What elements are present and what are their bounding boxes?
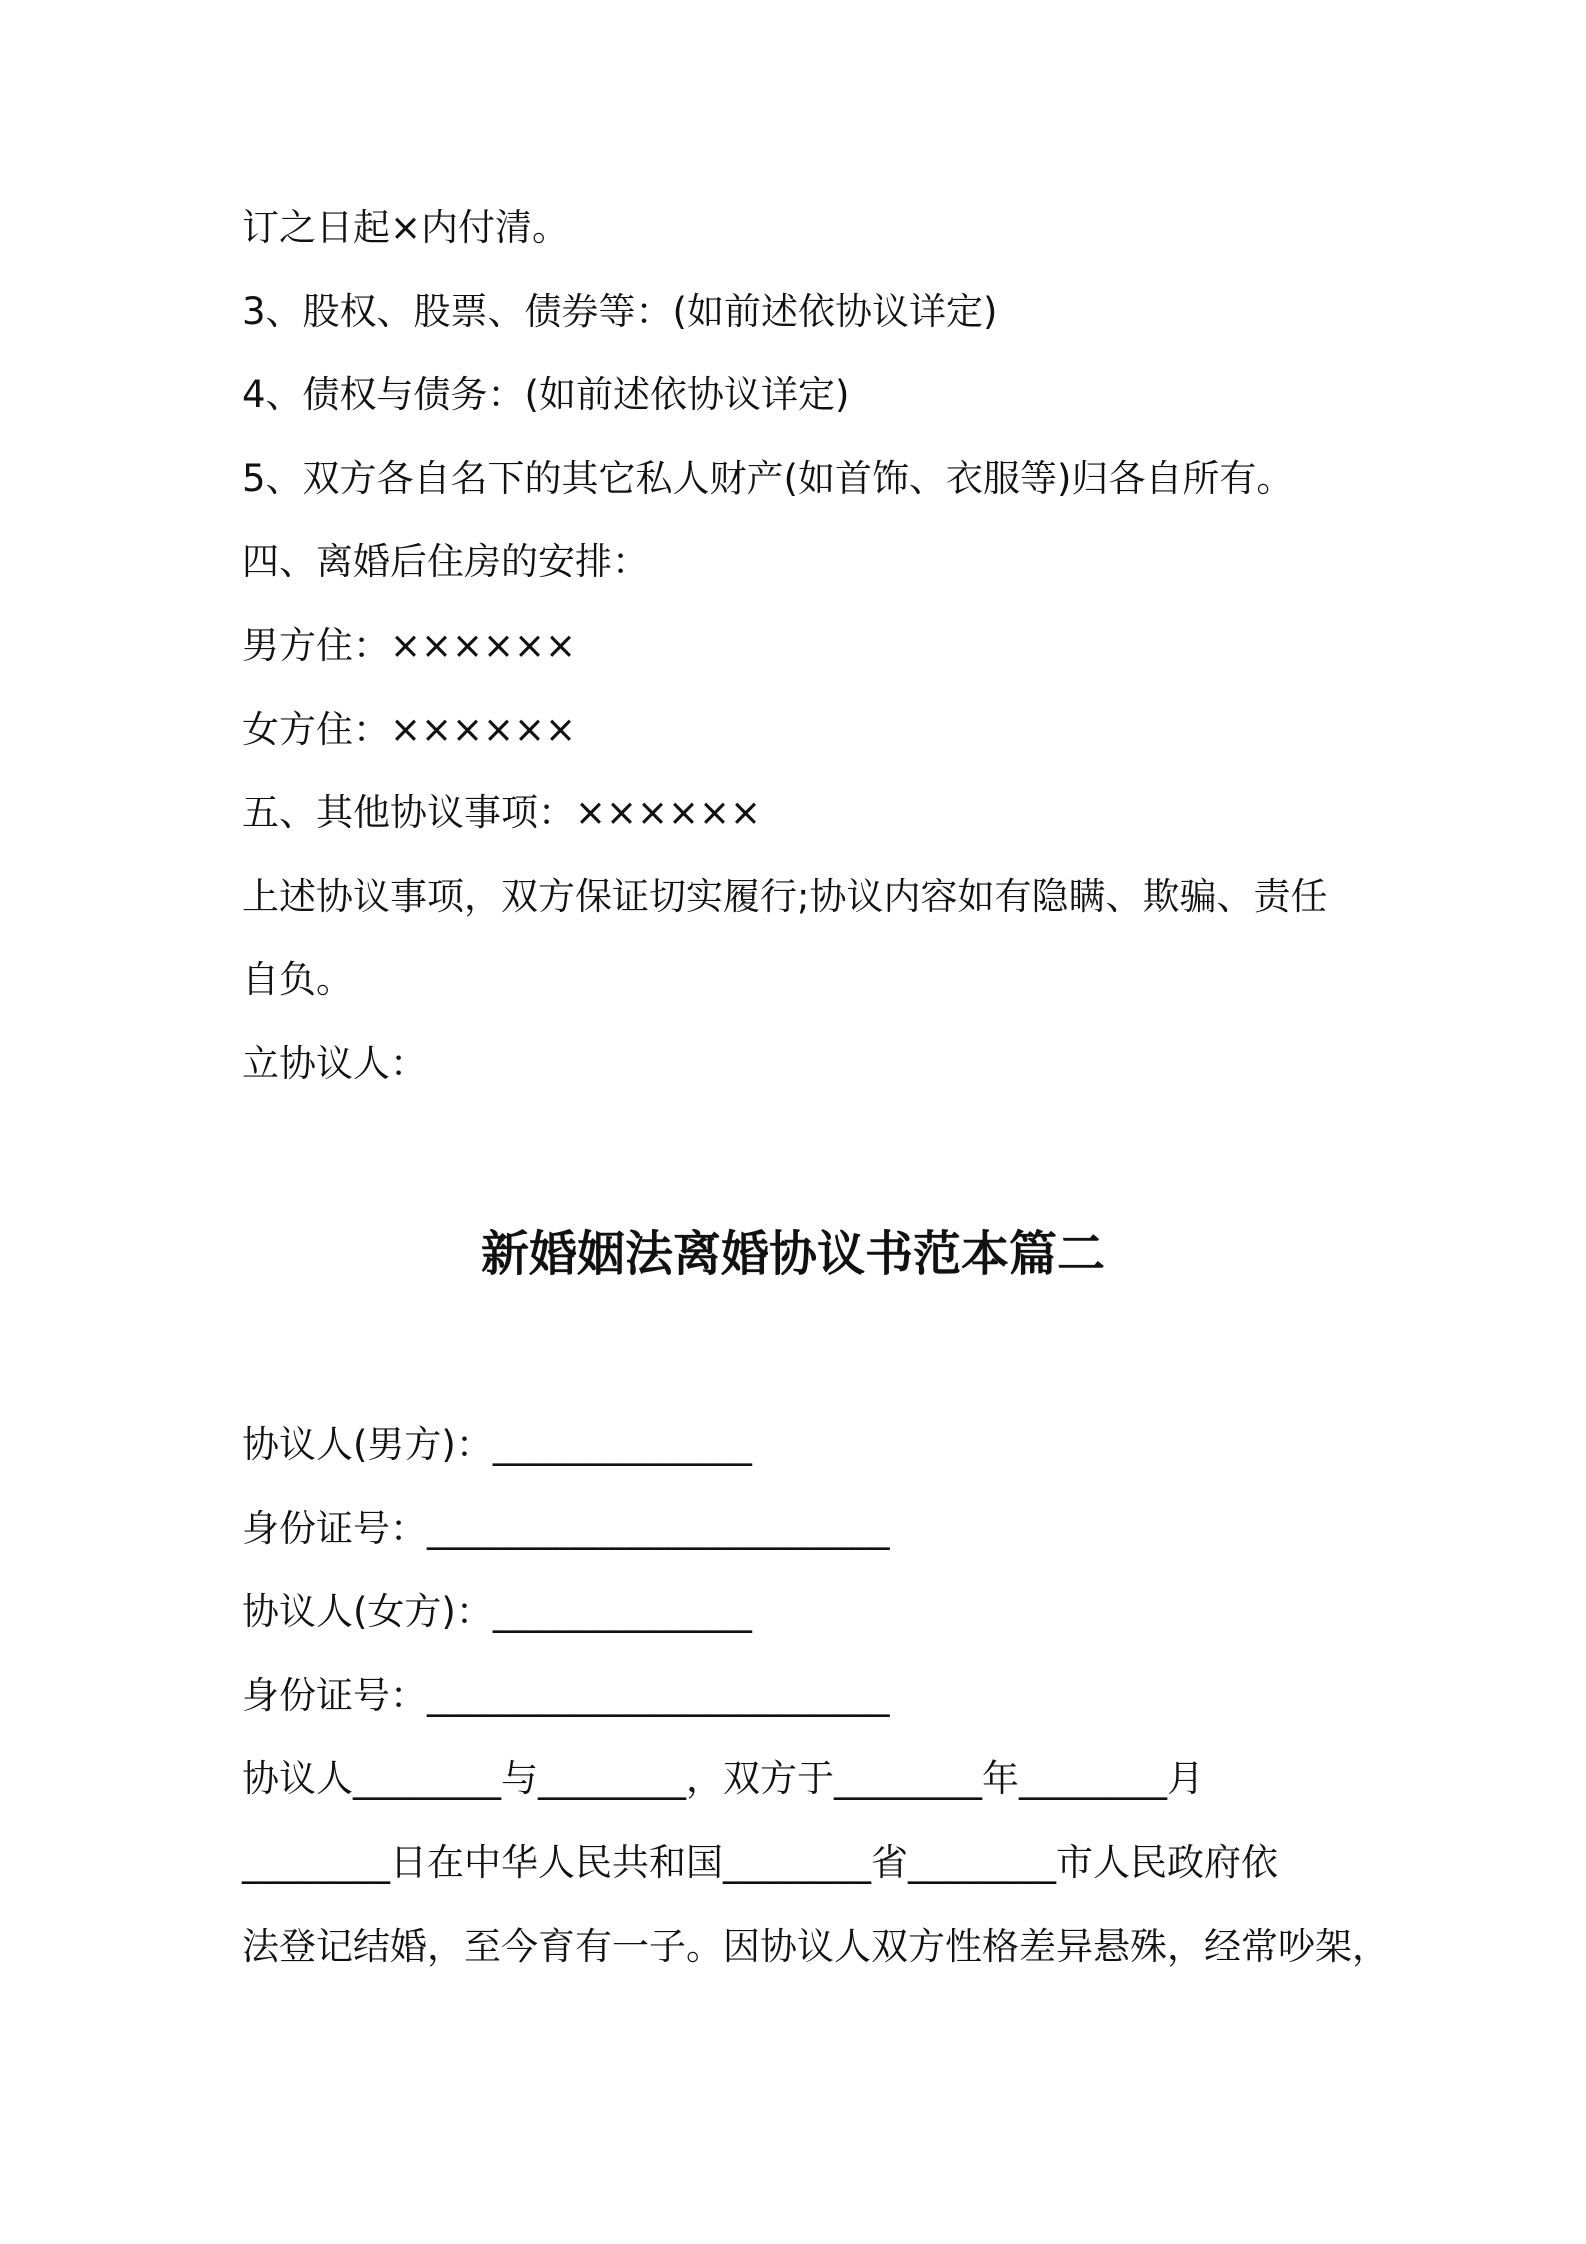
id-number-field: 身份证号：_________________________: [242, 1674, 890, 1717]
paragraph-line: 5、双方各自名下的其它私人财产(如首饰、衣服等)归各自所有。: [242, 457, 1294, 500]
document-title: 新婚姻法离婚协议书范本篇二: [480, 1226, 1105, 1282]
paragraph-line: ________日在中华人民共和国________省________市人民政府依: [242, 1841, 1278, 1884]
paragraph-line: 协议人________与________，双方于________年________月: [242, 1757, 1204, 1800]
paragraph-line: 男方住：××××××: [242, 624, 577, 667]
party-female-field: 协议人(女方)：______________: [242, 1590, 752, 1633]
section-heading: 五、其他协议事项：××××××: [242, 791, 762, 834]
signatory-label: 立协议人：: [242, 1042, 427, 1085]
id-number-field: 身份证号：_________________________: [242, 1507, 890, 1550]
paragraph-line: 法登记结婚，至今育有一子。因协议人双方性格差异悬殊，经常吵架，: [242, 1925, 1389, 1968]
paragraph-line: 女方住：××××××: [242, 708, 577, 751]
party-male-field: 协议人(男方)：______________: [242, 1423, 752, 1466]
paragraph-line: 自负。: [242, 958, 353, 1001]
paragraph-line: 上述协议事项，双方保证切实履行;协议内容如有隐瞒、欺骗、责任: [242, 875, 1328, 918]
paragraph-line: 4、债权与债务：(如前述依协议详定): [242, 373, 850, 416]
section-heading: 四、离婚后住房的安排：: [242, 540, 649, 583]
paragraph-line: 3、股权、股票、债券等：(如前述依协议详定): [242, 290, 998, 333]
paragraph-line: 订之日起×内付清。: [242, 206, 570, 249]
